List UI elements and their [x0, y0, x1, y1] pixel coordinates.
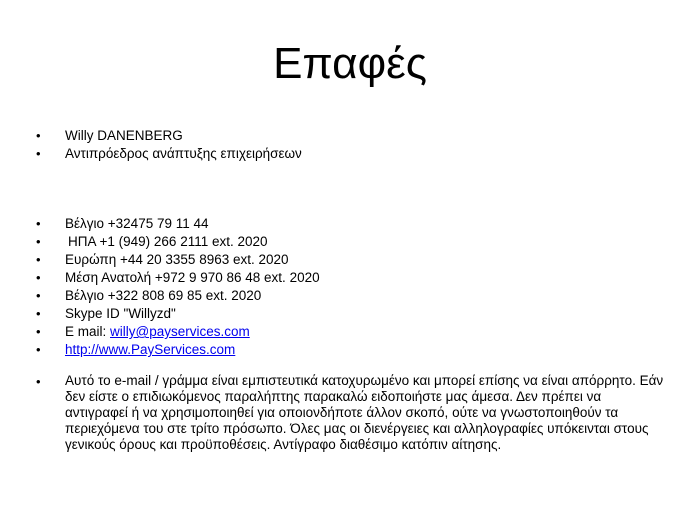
list-item-disclaimer [0, 373, 700, 453]
list-item-phone-belgium-2 [0, 287, 700, 305]
phone-belgium-1: Βέλγιο +32475 79 11 44 [65, 216, 209, 231]
bullet-icon: • [36, 374, 41, 389]
bullet-icon: • [36, 128, 41, 143]
list-item-phone-middle-east [0, 269, 700, 287]
bullet-icon: • [36, 234, 41, 249]
contact-list [0, 215, 700, 359]
disclaimer-text: Αυτό το e-mail / γράμμα είναι εμπιστευτικά κατοχυρωμένο και μπορεί επίσης να είναι απόρρητο. Εάν δεν είστε ο επιδιωκόμενος παραλήπτης παρακαλώ ειδοποιήστε μας άμεσα. Δεν πρέπει να αντιγραφεί ή να χρησιμοποιηθεί για οποιονδήποτε άλλον σκοπό, ούτε να γνωστοποιηθούν τα περιεχόμενα του στε τρίτο πρόσωπο. Όλες μας οι διενέργειες και αλληλογραφίες υπόκεινται στους γενικούς όρους και προϋποθέσεις. Αντίγραφο διαθέσιμο κατόπιν αίτησης. [65, 373, 664, 452]
bullet-icon: • [36, 288, 41, 303]
email-line [65, 323, 250, 341]
list-item-website [0, 341, 700, 359]
bullet-icon: • [36, 324, 41, 339]
bullet-icon: • [36, 342, 41, 357]
phone-europe: Ευρώπη +44 20 3355 8963 ext. 2020 [65, 252, 289, 267]
bullet-icon: • [36, 270, 41, 285]
person-name: Willy DANENBERG [65, 128, 183, 143]
phone-middle-east: Μέση Ανατολή +972 9 970 86 48 ext. 2020 [65, 270, 320, 285]
slide-title: Επαφές [273, 39, 427, 88]
person-list [0, 127, 700, 163]
list-item-role [0, 145, 700, 163]
website-link[interactable]: http://www.PayServices.com [65, 342, 236, 357]
phone-belgium-2: Βέλγιο +322 808 69 85 ext. 2020 [65, 288, 262, 303]
list-item-phone-belgium-1 [0, 215, 700, 233]
list-item-phone-usa [0, 233, 700, 251]
bullet-icon: • [36, 216, 41, 231]
skype-id: Skype ID "Willyzd" [65, 306, 176, 321]
bullet-icon: • [36, 146, 41, 161]
phone-usa: ΗΠΑ +1 (949) 266 2111 ext. 2020 [68, 234, 268, 249]
email-label: E mail: [65, 324, 111, 339]
list-item-name [0, 127, 700, 145]
bullet-icon: • [36, 306, 41, 321]
list-item-skype [0, 305, 700, 323]
person-role: Αντιπρόεδρος ανάπτυξης επιχειρήσεων [65, 146, 302, 161]
disclaimer-block [0, 373, 700, 453]
list-item-email [0, 323, 700, 341]
bullet-icon: • [36, 252, 41, 267]
list-item-phone-europe [0, 251, 700, 269]
email-link[interactable]: willy@payservices.com [110, 324, 250, 339]
